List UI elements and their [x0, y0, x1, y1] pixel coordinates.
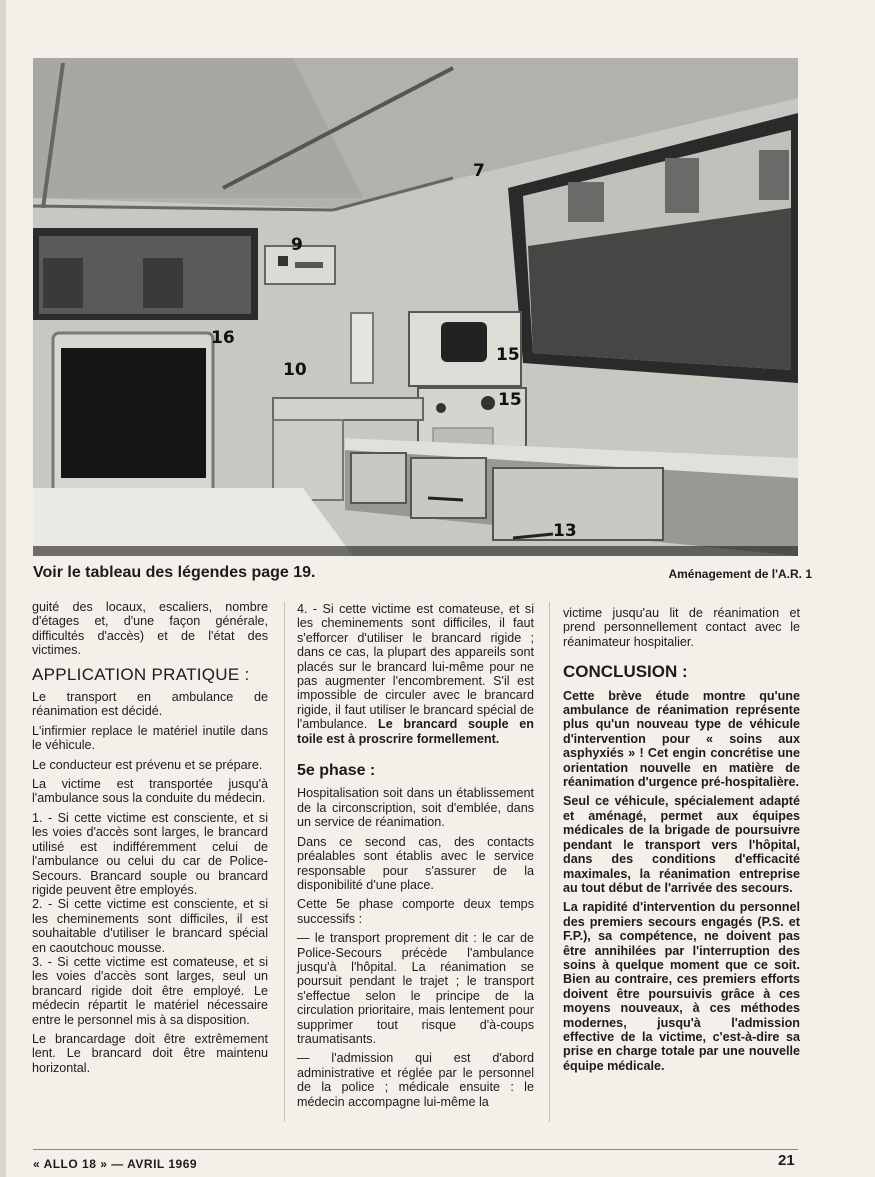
callout-13: 13 [553, 521, 577, 541]
paragraph: Hospitalisation soit dans un établissement de la circonscription, soit d'emblée, dans un service de réanimation. [297, 786, 534, 830]
photo-caption-title: Aménagement de l'A.R. 1 [668, 567, 812, 581]
callout-9: 9 [291, 235, 303, 255]
callout-10: 10 [283, 360, 307, 380]
section-heading-conclusion: CONCLUSION : [563, 662, 688, 682]
callout-16: 16 [211, 328, 235, 348]
paragraph: 1. - Si cette victime est consciente, et si les voies d'accès sont larges, le brancard utilisé est indifféremment celui de l'ambulance ou celui du car de Police-Secours. Brancard souple ou brancard rigide peuvent être employés. [32, 810, 268, 897]
paragraph: Le brancardage doit être extrêmement lent. Le brancard doit être maintenu horizontal. [32, 1031, 268, 1075]
paragraph: L'infirmier replace le matériel inutile dans le véhicule. [32, 723, 268, 753]
paragraph: Seul ce véhicule, spécialement adapté et aménagé, permet aux équipes médicales de la brigade de poursuivre pendant le transport vers l'hôpital, dans des conditions d'efficacité maximales, la réanimation entreprise au tout début de l'arrivée des secours. [563, 794, 800, 895]
section-heading-phase-5: 5e phase : [297, 762, 376, 780]
page-number: 21 [778, 1152, 795, 1169]
column-2 [297, 602, 534, 1114]
paragraph: Dans ce second cas, des contacts préalables sont établis avec le service responsable pour s'assurer de la disponibilité d'une place. [297, 834, 534, 892]
page-edge [0, 0, 6, 1177]
paragraph: Cette 5e phase comporte deux temps successifs : [297, 897, 534, 926]
ambulance-interior-photo [33, 58, 798, 556]
paragraph: — le transport proprement dit : le car de Police-Secours précède l'ambulance jusqu'à l'hôpital. La réanimation se poursuit pendant le trajet ; le transport s'effectue selon le principe de la circulation prioritaire, mais lentement pour supprimer tout risque d'à-coups traumatisants. [297, 931, 534, 1046]
paragraph: Le conducteur est prévenu et se prépare. [32, 757, 263, 772]
callout-15-monitor: 15 [496, 345, 520, 365]
paragraph: 3. - Si cette victime est comateuse, et si les voies d'accès sont larges, seul un brancard rigide doit être employé. Le médecin répartit le matériel nécessaire entre le personnel mis à sa disposition. [32, 954, 268, 1027]
paragraph: 2. - Si cette victime est consciente, et si les cheminements sont difficiles, il est souhaitable d'utiliser le brancard spécial en caoutchouc mousse. [32, 897, 268, 955]
section-heading-application: APPLICATION PRATIQUE : [32, 664, 250, 684]
column-rule [284, 602, 285, 1122]
paragraph: guité des locaux, escaliers, nombre d'étages et, d'une façon générale, difficultés d'accès) et de l'état des victimes. [32, 600, 268, 658]
column-rule [549, 602, 550, 1122]
callout-15-panel: 15 [498, 390, 522, 410]
paragraph: La victime est transportée jusqu'à l'ambulance sous la conduite du médecin. [32, 777, 268, 806]
paragraph [297, 602, 534, 746]
paragraph: Cette brève étude montre qu'une ambulance de réanimation représente plus qu'un nouveau type de véhicule d'intervention pour « soins aux asphyxiés » ! Cet engin concrétise une orientation nouvelle en matière de réanimation d'urgence pré-hospitalière. [563, 688, 800, 790]
footer-rule [33, 1149, 798, 1150]
callout-7: 7 [473, 161, 485, 181]
paragraph-text: 4. - Si cette victime est comateuse, et si les cheminements sont difficiles, il faut s'efforcer d'utiliser le brancard rigide ; dans ce cas, la plupart des appareils sont placés sur le brancard lui-même pour ne pas augmenter l'encombrement. S'il est impossible de circuler avec le brancard rigide, il faut utiliser le brancard spécial de l'ambulance. [297, 602, 534, 732]
paragraph: victime jusqu'au lit de réanimation et prend personnellement contact avec le réanimateur hospitalier. [563, 606, 800, 649]
paragraph: — l'admission qui est d'abord administrative et réglée par le personnel de la police ; médicale ensuite : le médecin accompagne lui-même la [297, 1051, 534, 1109]
column-3 [563, 606, 800, 1078]
photo-caption-legend: Voir le tableau des légendes page 19. [33, 564, 316, 581]
paragraph-emphasis: Le brancard souple en toile est à proscrire formellement. [297, 717, 534, 746]
column-1 [32, 600, 268, 1080]
paragraph: La rapidité d'intervention du personnel des premiers secours engagés (P.S. et F.P.), sa compétence, ne doivent pas être annihilées par l'interruption des soins à quelque moment que ce soit. Bien au contraire, ces premiers efforts doivent être poursuivis grâce à ces moyens nouveaux, à ces méthodes modernes, jusqu'à l'admission effective de la victime, c'est-à-dire sa prise en charge totale par une nouvelle équipe médicale. [563, 900, 800, 1073]
paragraph: Le transport en ambulance de réanimation est décidé. [32, 690, 268, 719]
footer-issue: « ALLO 18 » — AVRIL 1969 [33, 1157, 198, 1171]
